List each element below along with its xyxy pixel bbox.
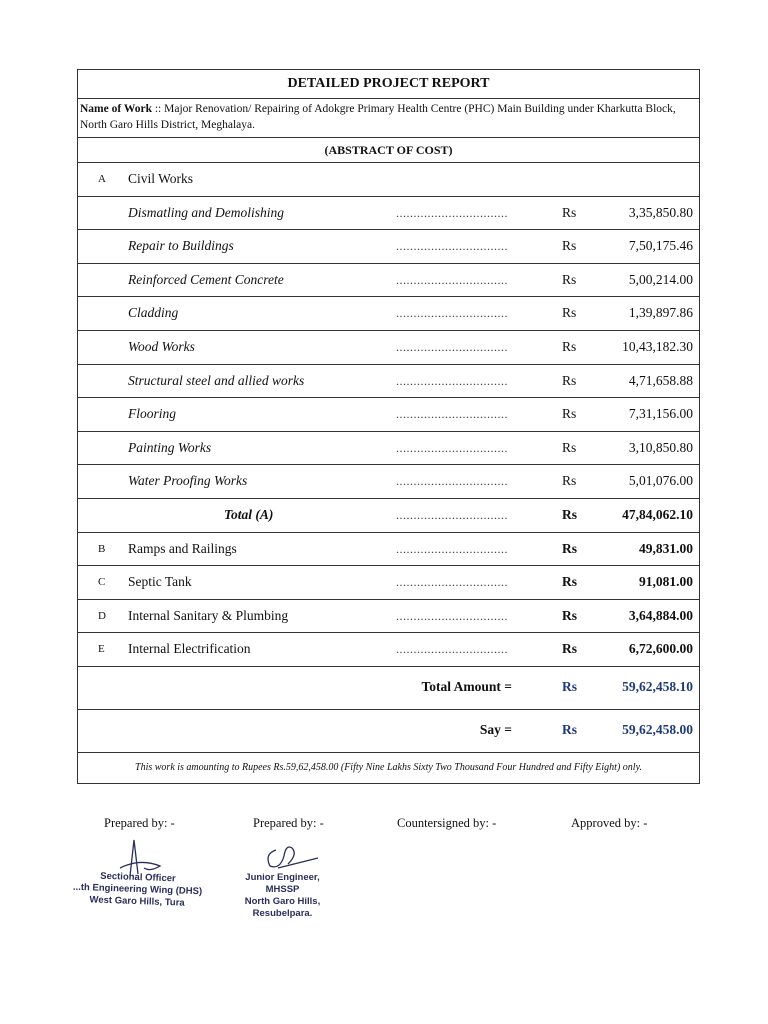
- civil-item-row: [78, 331, 699, 365]
- item-name: Repair to Buildings: [128, 238, 234, 254]
- currency-label: Rs: [562, 721, 578, 737]
- stamp-sectional-officer: Sectional Officer ...th Engineering Wing (DHS) West Garo Hills, Tura: [72, 870, 203, 909]
- section-row: [78, 566, 699, 600]
- civil-item-row: [78, 197, 699, 231]
- currency-label: Rs: [562, 305, 577, 321]
- currency-label: Rs: [562, 372, 577, 388]
- currency-label: Rs: [562, 574, 578, 590]
- civil-item-row: [78, 432, 699, 466]
- item-name: Reinforced Cement Concrete: [128, 271, 284, 287]
- section-title: Ramps and Railings: [128, 540, 237, 556]
- section-letter: E: [98, 643, 105, 656]
- section-title: Internal Sanitary & Plumbing: [128, 607, 289, 623]
- item-amount: 3,35,850.80: [628, 204, 693, 220]
- section-a-row: [78, 163, 699, 197]
- section-amount: 49,831.00: [639, 540, 693, 556]
- abstract-heading: (ABSTRACT OF COST): [78, 138, 699, 163]
- stamp-junior-engineer: Junior Engineer, MHSSP North Garo Hills, Resubelpara.: [244, 872, 321, 919]
- dot-leader: ................................: [396, 507, 508, 522]
- civil-item-row: [78, 230, 699, 264]
- civil-item-row: [78, 365, 699, 399]
- dot-leader: ................................: [396, 541, 508, 556]
- item-name: Dismatling and Demolishing: [128, 204, 285, 220]
- currency-label: Rs: [562, 641, 578, 657]
- item-amount: 3,10,850.80: [628, 439, 693, 455]
- section-letter: B: [98, 542, 106, 555]
- section-letter: A: [98, 173, 106, 185]
- currency-label: Rs: [562, 271, 577, 287]
- dot-leader: ................................: [396, 440, 508, 455]
- dot-leader: ................................: [396, 272, 508, 287]
- item-amount: 7,50,175.46: [628, 238, 693, 254]
- dot-leader: ................................: [396, 474, 508, 489]
- dot-leader: ................................: [396, 373, 508, 388]
- name-of-work-text: :: Major Renovation/ Repairing of Adokgre Primary Health Centre (PHC) Main Building under Kharkutta Block, North Garo Hills District, Meghalaya.: [80, 103, 676, 131]
- civil-item-row: [78, 264, 699, 298]
- name-of-work-label: Name of Work: [80, 103, 152, 115]
- item-name: Wood Works: [128, 338, 195, 354]
- item-amount: 10,43,182.30: [622, 338, 693, 354]
- prepared-by-label-1: Prepared by: -: [104, 816, 175, 830]
- section-row: [78, 600, 699, 634]
- currency-label: Rs: [562, 238, 577, 254]
- total-amount-label: Total Amount =: [421, 678, 512, 694]
- section-row: [78, 533, 699, 567]
- name-of-work: [78, 99, 699, 138]
- section-title: Septic Tank: [128, 574, 192, 590]
- currency-label: Rs: [562, 540, 578, 556]
- countersigned-by-label: Countersigned by: -: [397, 816, 497, 830]
- say-label: Say =: [479, 721, 512, 737]
- item-name: Structural steel and allied works: [128, 372, 305, 388]
- prepared-by-label-2: Prepared by: -: [253, 816, 324, 830]
- section-title: Internal Electrification: [128, 641, 251, 657]
- dot-leader: ................................: [396, 205, 508, 220]
- total-amount-value: 59,62,458.10: [622, 678, 693, 694]
- total-a-amount: 47,84,062.10: [622, 506, 693, 522]
- civil-item-row: [78, 465, 699, 499]
- dot-leader: ................................: [396, 575, 508, 590]
- section-letter: C: [98, 576, 106, 589]
- dot-leader: ................................: [396, 306, 508, 321]
- report-title: DETAILED PROJECT REPORT: [78, 70, 699, 99]
- currency-label: Rs: [562, 506, 578, 522]
- currency-label: Rs: [562, 338, 577, 354]
- item-name: Water Proofing Works: [128, 473, 248, 489]
- dot-leader: ................................: [396, 339, 508, 354]
- item-name: Flooring: [128, 406, 177, 422]
- dot-leader: ................................: [396, 642, 508, 657]
- section-amount: 6,72,600.00: [628, 641, 693, 657]
- say-row: [78, 710, 699, 753]
- section-amount: 91,081.00: [639, 574, 693, 590]
- report-table: [77, 69, 700, 784]
- signature-2-icon: [258, 840, 328, 874]
- dot-leader: ................................: [396, 608, 508, 623]
- item-amount: 1,39,897.86: [628, 305, 693, 321]
- amount-in-words: This work is amounting to Rupees Rs.59,62,458.00 (Fifty Nine Lakhs Sixty Two Thousand Four Hundred and Fifty Eight) only.: [135, 761, 642, 773]
- dot-leader: ................................: [396, 407, 508, 422]
- civil-item-row: [78, 398, 699, 432]
- section-letter: D: [98, 609, 106, 622]
- approved-by-label: Approved by: -: [571, 816, 648, 830]
- item-name: Cladding: [128, 305, 179, 321]
- item-amount: 4,71,658.88: [628, 372, 693, 388]
- civil-item-row: [78, 297, 699, 331]
- item-amount: 5,01,076.00: [628, 473, 693, 489]
- currency-label: Rs: [562, 439, 577, 455]
- item-name: Painting Works: [128, 439, 212, 455]
- section-row: [78, 633, 699, 667]
- section-amount: 3,64,884.00: [628, 607, 693, 623]
- currency-label: Rs: [562, 607, 578, 623]
- currency-label: Rs: [562, 204, 577, 220]
- total-a-label: Total (A): [224, 506, 274, 522]
- dot-leader: ................................: [396, 239, 508, 254]
- currency-label: Rs: [562, 406, 577, 422]
- item-amount: 5,00,214.00: [628, 271, 693, 287]
- currency-label: Rs: [562, 678, 578, 694]
- item-amount: 7,31,156.00: [628, 406, 693, 422]
- say-value: 59,62,458.00: [622, 721, 693, 737]
- section-title: Civil Works: [128, 171, 194, 186]
- currency-label: Rs: [562, 473, 577, 489]
- total-amount-row: [78, 667, 699, 710]
- total-a-row: [78, 499, 699, 533]
